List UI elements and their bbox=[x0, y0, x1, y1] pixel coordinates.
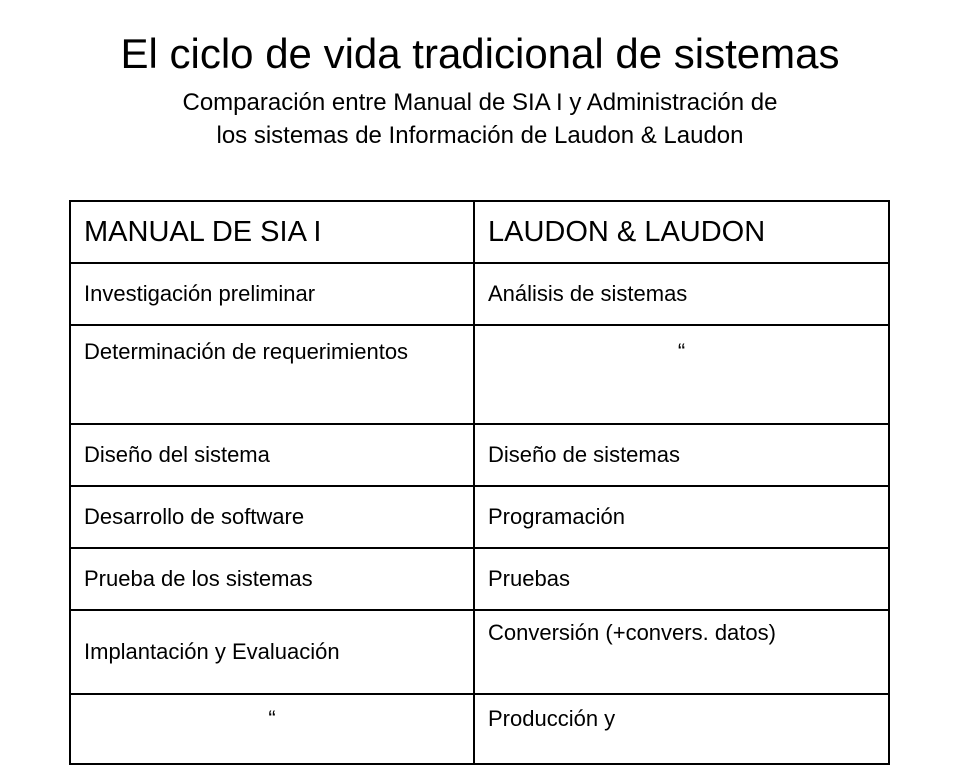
table-cell: Implantación y Evaluación bbox=[70, 610, 474, 694]
table-cell: Producción y bbox=[474, 694, 889, 764]
table-cell: Diseño del sistema bbox=[70, 424, 474, 486]
table-row bbox=[70, 325, 889, 424]
comparison-table bbox=[69, 200, 890, 765]
table-row bbox=[70, 486, 889, 548]
table-cell: Investigación preliminar bbox=[70, 263, 474, 325]
table-cell: “ bbox=[70, 694, 474, 764]
table-row bbox=[70, 548, 889, 610]
table-row bbox=[70, 694, 889, 764]
header-manual-sia: MANUAL DE SIA I bbox=[70, 201, 474, 263]
table-cell: Prueba de los sistemas bbox=[70, 548, 474, 610]
table-cell: Diseño de sistemas bbox=[474, 424, 889, 486]
slide-title: El ciclo de vida tradicional de sistemas bbox=[120, 30, 840, 77]
table-row bbox=[70, 424, 889, 486]
table-cell: Programación bbox=[474, 486, 889, 548]
table-cell: Pruebas bbox=[474, 548, 889, 610]
table-row bbox=[70, 263, 889, 325]
table-header-row bbox=[70, 201, 889, 263]
header-laudon: LAUDON & LAUDON bbox=[474, 201, 889, 263]
subtitle-line-1: Comparación entre Manual de SIA I y Administración de bbox=[182, 89, 778, 116]
table-cell: Desarrollo de software bbox=[70, 486, 474, 548]
table-cell: Determinación de requerimientos bbox=[70, 325, 474, 424]
table-cell: Conversión (+convers. datos) bbox=[474, 610, 889, 694]
subtitle-line-2: los sistemas de Información de Laudon & Laudon bbox=[216, 122, 744, 149]
slide-subtitle bbox=[80, 86, 880, 152]
table-row bbox=[70, 610, 889, 694]
table-cell: Análisis de sistemas bbox=[474, 263, 889, 325]
table-cell: “ bbox=[474, 325, 889, 424]
